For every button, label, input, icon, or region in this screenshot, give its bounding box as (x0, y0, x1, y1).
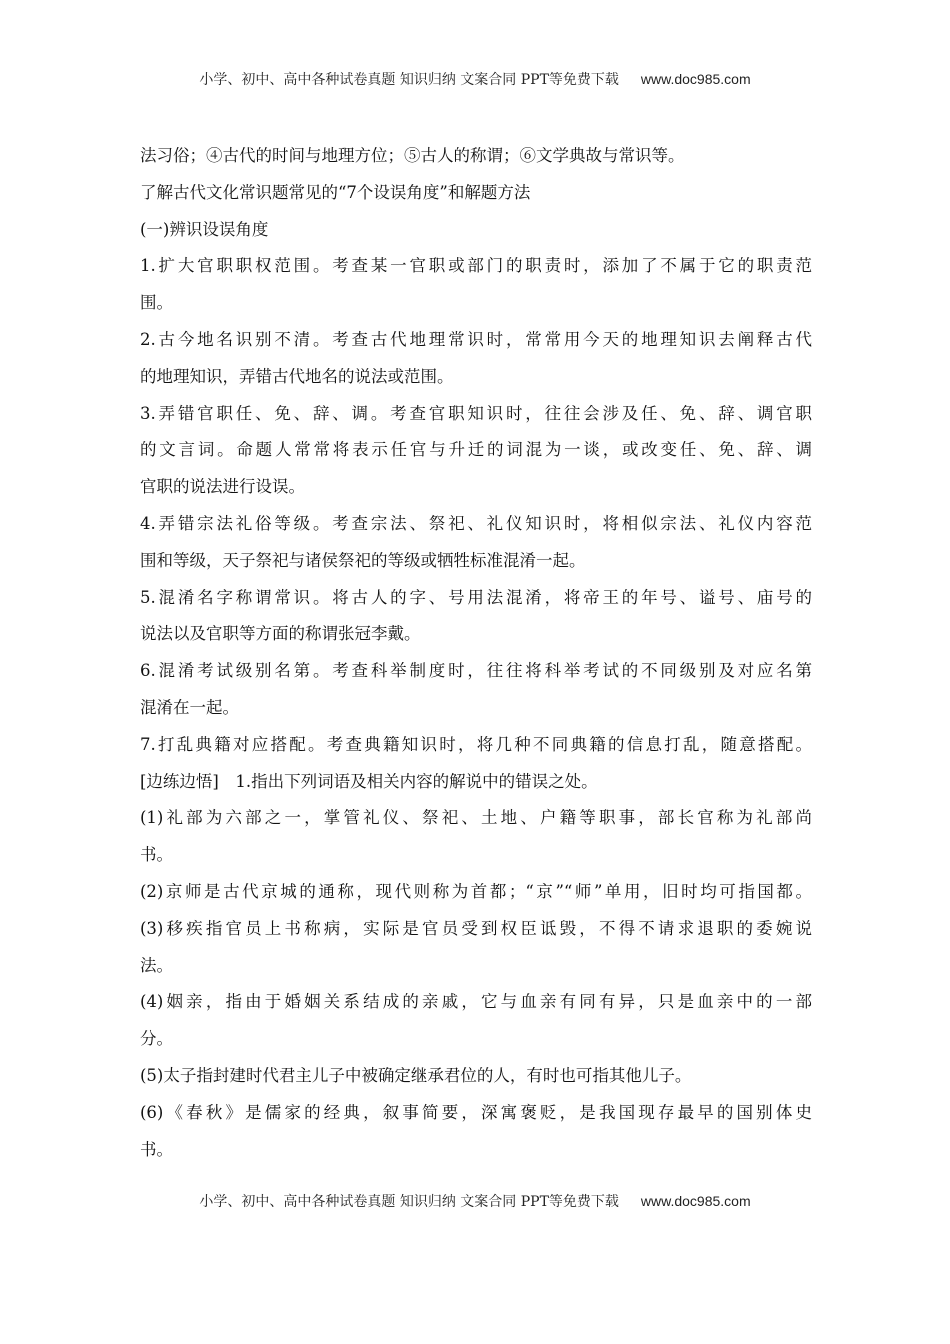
footer-site-link[interactable]: www.doc985.com (640, 1193, 751, 1209)
body-line: 官职的说法进行设误。 (140, 477, 305, 497)
exercise-item: (3)移疾指官员上书称病，实际是官员受到权臣诋毁，不得不请求退职的委婉说 (140, 918, 812, 938)
body-line: 2.古今地名识别不清。考查古代地理常识时，常常用今天的地理知识去阐释古代 (140, 329, 812, 349)
page-header (0, 69, 950, 89)
footer-text: 小学、初中、高中各种试卷真题 知识归纳 文案合同 PPT等免费下载 (199, 1194, 619, 1210)
body-line: 7.打乱典籍对应搭配。考查典籍知识时，将几种不同典籍的信息打乱，随意搭配。 (140, 734, 812, 754)
body-line: 4.弄错宗法礼俗等级。考查宗法、祭祀、礼仪知识时，将相似宗法、礼仪内容范 (140, 513, 812, 533)
exercise-item: (1)礼部为六部之一，掌管礼仪、祭祀、土地、户籍等职事，部长官称为礼部尚 (140, 808, 812, 828)
body-line: 1.扩大官职职权范围。考查某一官职或部门的职责时，添加了不属于它的职责范 (140, 256, 812, 276)
body-line: 围和等级，天子祭祀与诸侯祭祀的等级或牺牲标准混淆一起。 (140, 550, 586, 570)
exercise-item: 分。 (140, 1029, 173, 1049)
exercise-item: 书。 (140, 845, 173, 865)
body-line: 的文言词。命题人常常将表示任官与升迁的词混为一谈，或改变任、免、辞、调 (140, 440, 812, 460)
document-body (140, 138, 812, 1168)
body-line: 混淆在一起。 (140, 697, 239, 717)
body-line: 的地理知识，弄错古代地名的说法或范围。 (140, 366, 454, 386)
exercise-item: 书。 (140, 1139, 173, 1159)
body-line: 围。 (140, 293, 173, 313)
header-site-link[interactable]: www.doc985.com (640, 71, 751, 87)
subsection-heading: (一)辨识设误角度 (140, 219, 269, 239)
exercise-prompt: [边练边悟] 1.指出下列词语及相关内容的解说中的错误之处。 (140, 771, 598, 791)
body-line: 5.混淆名字称谓常识。将古人的字、号用法混淆，将帝王的年号、谥号、庙号的 (140, 587, 812, 607)
exercise-item: (4)姻亲，指由于婚姻关系结成的亲戚，它与血亲有同有异，只是血亲中的一部 (140, 992, 812, 1012)
body-line: 说法以及官职等方面的称谓张冠李戴。 (140, 624, 421, 644)
exercise-item: (2)京师是古代京城的通称，现代则称为首都；“京”“师”单用，旧时均可指国都。 (140, 881, 812, 901)
section-heading: 了解古代文化常识题常见的“7个设误角度”和解题方法 (140, 182, 531, 202)
exercise-item: (5)太子指封建时代君主儿子中被确定继承君位的人，有时也可指其他儿子。 (140, 1065, 692, 1085)
body-line: 3.弄错官职任、免、辞、调。考查官职知识时，往往会涉及任、免、辞、调官职 (140, 403, 812, 423)
exercise-item: 法。 (140, 955, 173, 975)
exercise-item: (6)《春秋》是儒家的经典，叙事简要，深寓褒贬，是我国现存最早的国别体史 (140, 1102, 812, 1122)
page-footer (0, 1191, 950, 1211)
body-line: 6.混淆考试级别名第。考查科举制度时，往往将科举考试的不同级别及对应名第 (140, 661, 812, 681)
body-line: 法习俗；④古代的时间与地理方位；⑤古人的称谓；⑥文学典故与常识等。 (140, 146, 685, 165)
header-text: 小学、初中、高中各种试卷真题 知识归纳 文案合同 PPT等免费下载 (199, 72, 619, 88)
